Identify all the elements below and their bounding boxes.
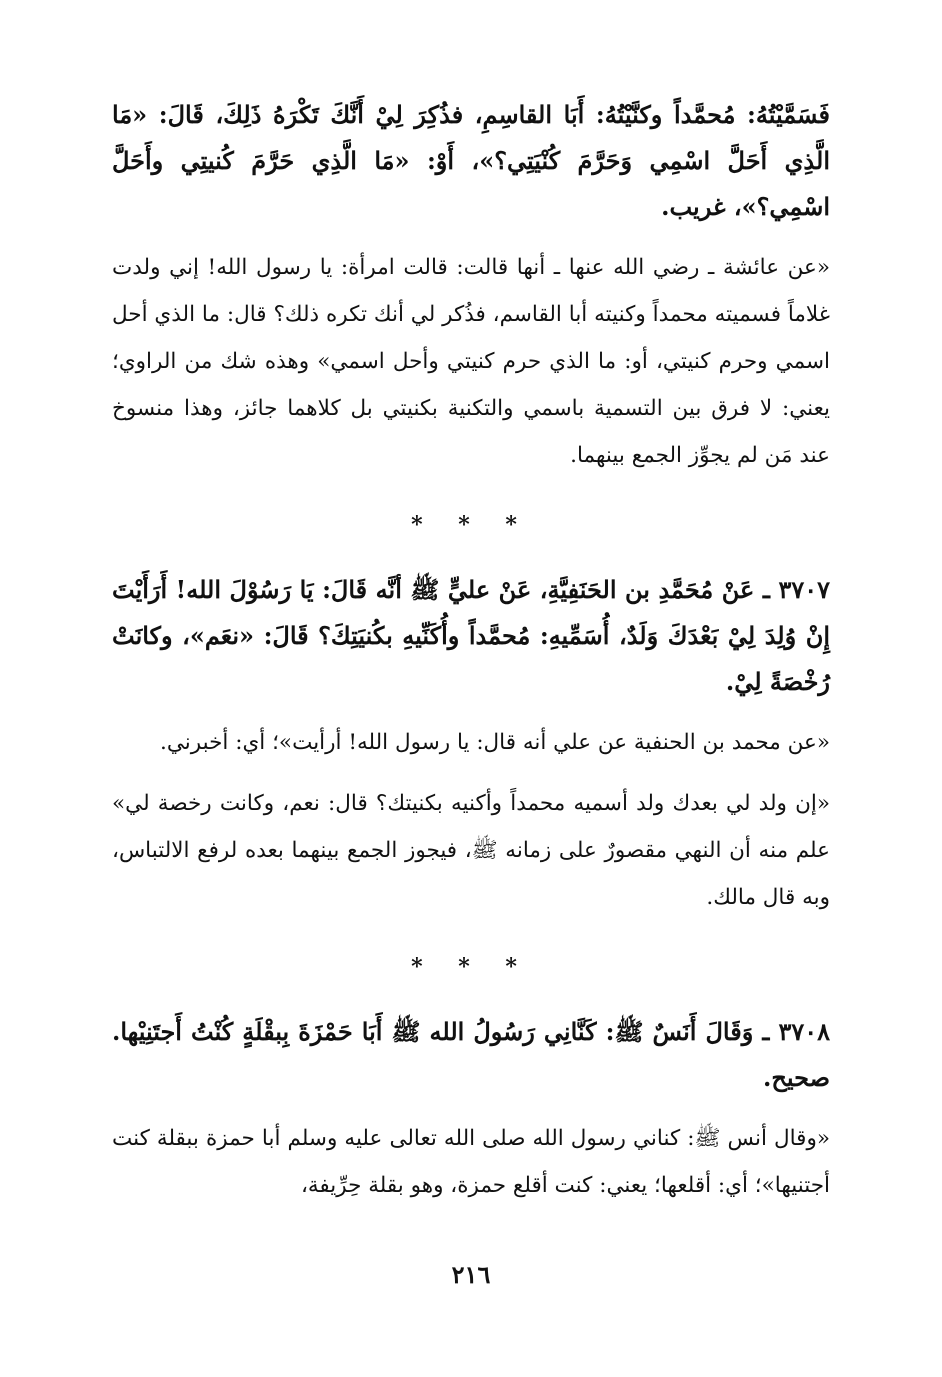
hadith-continuation: فَسَمَّيْتُهُ: مُحمَّداً وكنَّيْتُهُ: أَبَا القاسِمِ، فذُكِرَ لِيْ أَنَّكَ تَكْرَهُ ذَلِكَ، قَالَ: «مَا الَّذِي أَحَلَّ اسْمِي وَحَرَّمَ كُنْيَتِي؟»، أَوْ: «مَا الَّذِي حَرَّمَ كُنيتِي وأَحَلَّ اسْمِي؟»، غريب. (112, 100, 830, 221)
section-separator: * * * (411, 954, 531, 980)
commentary-3708: «وقال أنس ﷺ: كناني رسول الله صلى الله تعالى عليه وسلم أبا حمزة ببقلة كنت أجتنيها»؛ أي: أقلعها؛ يعني: كنت أقلع حمزة، وهو بقلة حِرِّيفة، (112, 1126, 830, 1198)
commentary-aisha: «عن عائشة ـ رضي الله عنها ـ أنها قالت: قالت امرأة: يا رسول الله! إني ولدت غلاماً فسميته محمداً وكنيته أبا القاسم، فذُكر لي أنك تكره ذلك؟ قال: ما الذي أحل اسمي وحرم كنيتي، أو: ما الذي حرم كنيتي وأحل اسمي» وهذه شك من الراوي؛ يعني: لا فرق بين التسمية باسمي والتكنية بكنيتي بل كلاهما جائز، وهذا منسوخ عند مَن لم يجوِّز الجمع بينهما. (112, 255, 830, 468)
hadith-3707: ٣٧٠٧ ـ عَنْ مُحَمَّدِ بن الحَنَفِيَّةِ، عَنْ عليٍّ ﷺ أنَّه قَالَ: يَا رَسُوْلَ الله! أَرَأَيْتَ إِنْ وُلِدَ لِيْ بَعْدَكَ وَلَدٌ، أُسَمِّيهِ: مُحمَّداً وأُكَنِّيهِ بكُنيَتِكَ؟ قَالَ: «نعَم»، وكانَتْ رُخْصَةً لِيْ. (112, 575, 830, 696)
section-separator: * * * (411, 512, 531, 538)
page-number: ٢١٦ (451, 1260, 491, 1289)
commentary-3707-part2: «إن ولد لي بعدك ولد أسميه محمداً وأكنيه بكنيتك؟ قال: نعم، وكانت رخصة لي» علم منه أن النهي مقصورٌ على زمانه ﷺ، فيجوز الجمع بينهما بعده لرفع الالتباس، وبه قال مالك. (112, 791, 830, 910)
page-body (112, 92, 830, 1317)
hadith-3708: ٣٧٠٨ ـ وَقَالَ أَنَسٌ ﷺ: كَنَّانِي رَسُولُ الله ﷺ أَبَا حَمْزَةَ بِبقْلَةٍ كُنْتُ أَجتَنِيْها. صحيح. (112, 1017, 830, 1092)
commentary-3707-part1: «عن محمد بن الحنفية عن علي أنه قال: يا رسول الله! أرأيت»؛ أي: أخبرني. (160, 730, 830, 755)
